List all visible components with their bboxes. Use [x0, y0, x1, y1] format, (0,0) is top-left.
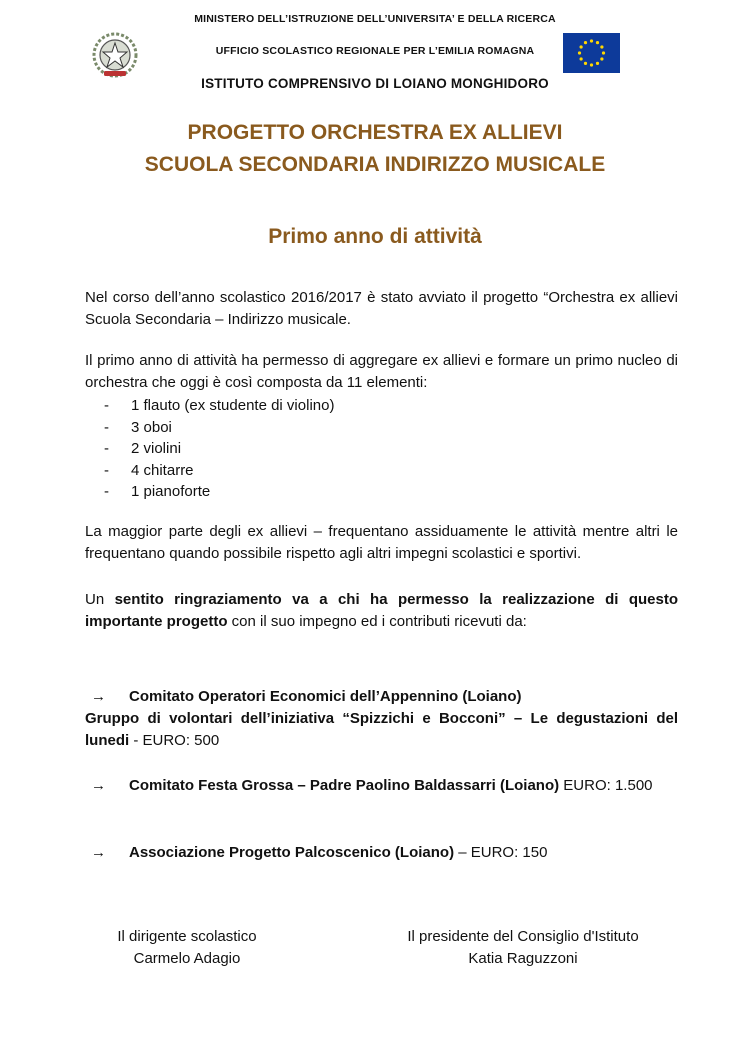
- contributor-2: → Comitato Festa Grossa – Padre Paolino Baldassarri (Loiano) EURO: 1.500: [85, 775, 678, 797]
- signature-name: Carmelo Adagio: [133, 950, 241, 967]
- list-item: - 1 pianoforte: [104, 483, 211, 500]
- italian-republic-emblem-icon: [90, 30, 140, 80]
- council-president-signature: [387, 926, 659, 970]
- contributor-1: → Comitato Operatori Economici dell’Appennino (Loiano): [85, 686, 678, 708]
- section-heading: Primo anno di attività: [268, 225, 482, 248]
- intro-paragraph: Nel corso dell’anno scolastico 2016/2017 è stato avviato il progetto “Orchestra ex allievi Scuola Secondaria – Indirizzo musicale.: [85, 289, 678, 328]
- principal-signature: [100, 926, 274, 970]
- signature-role: Il presidente del Consiglio d'Istituto: [407, 928, 639, 945]
- project-subtitle: SCUOLA SECONDARIA INDIRIZZO MUSICALE: [144, 153, 606, 176]
- project-title: PROGETTO ORCHESTRA EX ALLIEVI: [187, 121, 563, 144]
- signature-role: Il dirigente scolastico: [117, 928, 257, 945]
- ministry-heading: MINISTERO DELL’ISTRUZIONE DELL’UNIVERSITA’ E DELLA RICERCA: [194, 13, 556, 25]
- signature-name: Katia Raguzzoni: [468, 950, 578, 967]
- regional-office-heading: UFFICIO SCOLASTICO REGIONALE PER L’EMILIA ROMAGNA: [215, 45, 535, 57]
- thanks-paragraph: Un sentito ringraziamento va a chi ha permesso la realizzazione di questo importante progetto con il suo impegno ed i contributi ricevuti da:: [85, 591, 678, 630]
- list-item: - 1 flauto (ex studente di violino): [104, 397, 335, 414]
- contributor-1-detail: Gruppo di volontari dell’iniziativa “Spizzichi e Bocconi” – Le degustazioni del lunedi - EURO: 500: [85, 710, 678, 749]
- arrow-icon: →: [91, 777, 106, 794]
- composition-paragraph: Il primo anno di attività ha permesso di aggregare ex allievi e formare un primo nucleo di orchestra che oggi è così composta da 11 elementi:: [85, 352, 678, 391]
- list-item: - 2 violini: [104, 440, 182, 457]
- list-item: - 4 chitarre: [104, 461, 194, 479]
- arrow-icon: →: [91, 688, 106, 705]
- list-item: - 3 oboi: [104, 418, 172, 436]
- institute-heading: ISTITUTO COMPRENSIVO DI LOIANO MONGHIDORO: [201, 76, 549, 91]
- instrument-list: [104, 395, 334, 503]
- arrow-icon: →: [91, 844, 106, 861]
- contributor-3: → Associazione Progetto Palcoscenico (Loiano) – EURO: 150: [85, 842, 678, 864]
- eu-flag-icon: [563, 33, 620, 73]
- attendance-paragraph: La maggior parte degli ex allievi – frequentano assiduamente le attività mentre altri le frequentano quando possibile rispetto agli altri impegni scolastici e sportivi.: [85, 523, 678, 562]
